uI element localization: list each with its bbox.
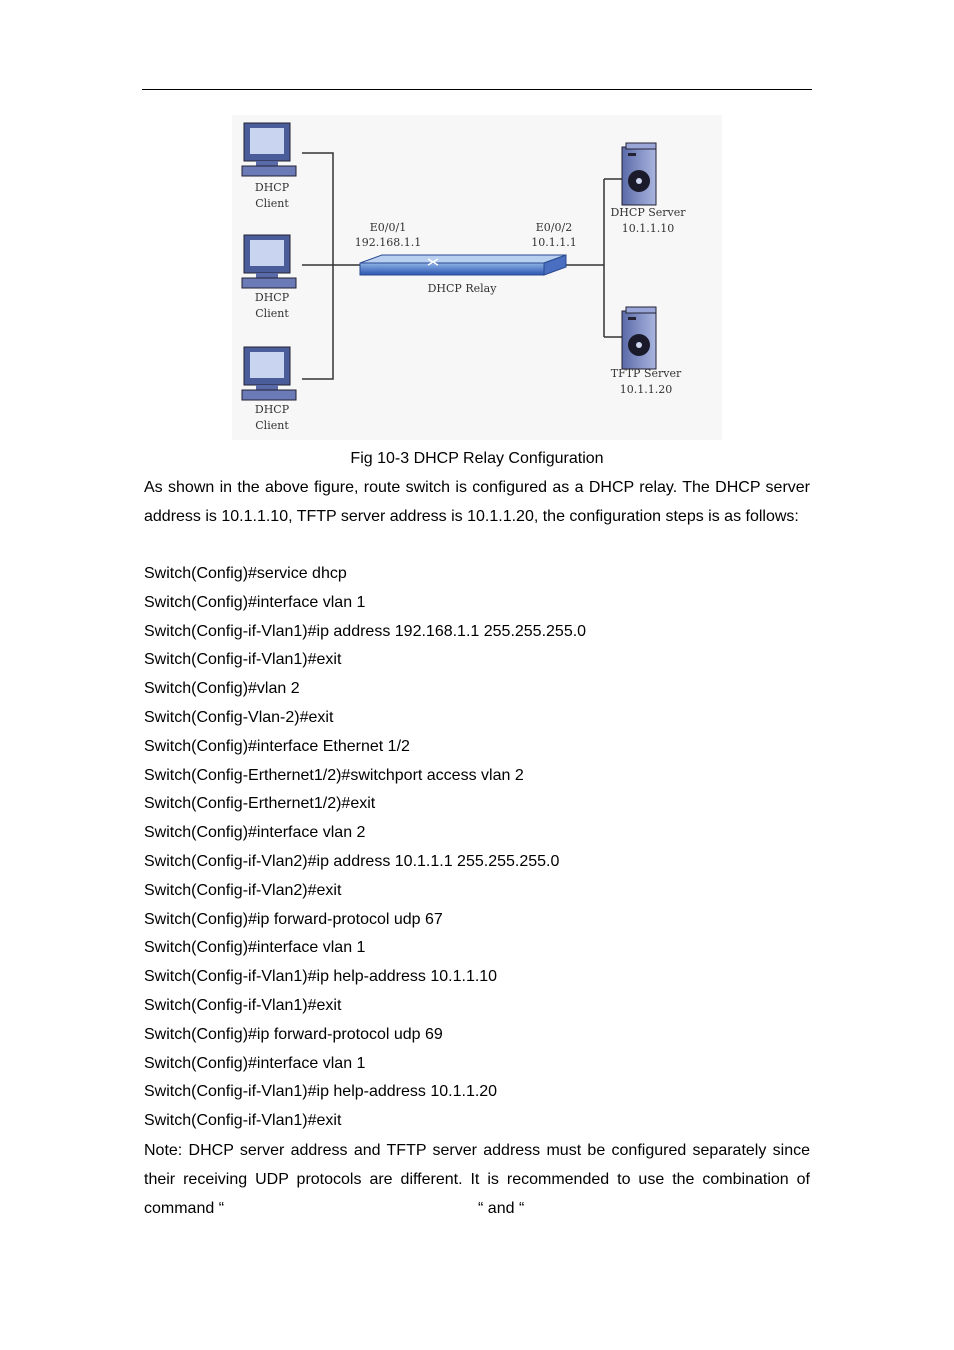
command-line: Switch(Config-if-Vlan2)#exit bbox=[144, 881, 342, 899]
server-icon bbox=[622, 307, 656, 369]
command-line: Switch(Config-if-Vlan1)#ip help-address 10.1.1.20 bbox=[144, 1083, 498, 1101]
client-label: Client bbox=[255, 197, 289, 210]
ip-right-label: 10.1.1.1 bbox=[531, 236, 577, 249]
dhcp-server-label: DHCP Server bbox=[610, 206, 686, 219]
command-line: Switch(Config-Erthernet1/2)#exit bbox=[144, 795, 376, 813]
note-paragraph bbox=[144, 1137, 810, 1223]
command-line: Switch(Config)#service dhcp bbox=[144, 565, 347, 582]
header-rule bbox=[142, 89, 812, 90]
command-line: Switch(Config-if-Vlan1)#ip help-address 10.1.1.10 bbox=[144, 968, 498, 986]
tftp-server-ip: 10.1.1.20 bbox=[619, 383, 673, 396]
command-line: Switch(Config)#interface vlan 1 bbox=[144, 1054, 366, 1072]
figure-caption: Fig 10-3 DHCP Relay Configuration bbox=[350, 450, 604, 467]
tftp-server-label: TFTP Server bbox=[610, 367, 682, 380]
command-line: Switch(Config-if-Vlan1)#ip address 192.168.1.1 255.255.255.0 bbox=[144, 622, 587, 640]
command-line: Switch(Config-Vlan-2)#exit bbox=[144, 708, 334, 726]
command-line: Switch(Config-if-Vlan1)#exit bbox=[144, 651, 342, 669]
client-label: DHCP bbox=[254, 291, 290, 304]
computer-icon bbox=[242, 235, 296, 288]
client-label: DHCP bbox=[254, 181, 290, 194]
port-right-label: E0/0/2 bbox=[535, 221, 573, 234]
command-list bbox=[144, 560, 810, 1136]
switch-label: DHCP Relay bbox=[427, 282, 497, 295]
note-text: Note: DHCP server address and TFTP server address must be configured separately since their receiving UDP protocols are different. It is recommended to use the combination of command “ bbox=[144, 1142, 810, 1217]
note-gap-close: “ and “ bbox=[478, 1199, 525, 1217]
command-line: Switch(Config)#interface vlan 1 bbox=[144, 593, 366, 611]
command-line: Switch(Config)#ip forward-protocol udp 69 bbox=[144, 1025, 443, 1043]
server-icon bbox=[622, 143, 656, 205]
command-line: Switch(Config-if-Vlan1)#exit bbox=[144, 1112, 342, 1130]
command-line: Switch(Config-if-Vlan1)#exit bbox=[144, 996, 342, 1014]
command-line: Switch(Config)#interface Ethernet 1/2 bbox=[144, 737, 410, 755]
client-label: DHCP bbox=[254, 403, 290, 416]
command-line: Switch(Config)#interface vlan 2 bbox=[144, 824, 366, 842]
computer-icon bbox=[242, 123, 296, 176]
switch-icon bbox=[360, 255, 566, 275]
port-left-label: E0/0/1 bbox=[369, 221, 407, 234]
command-line: Switch(Config-Erthernet1/2)#switchport access vlan 2 bbox=[144, 766, 524, 784]
intro-paragraph: As shown in the above figure, route switch is configured as a DHCP relay. The DHCP server address is 10.1.1.10, TFTP server address is 10.1.1.20, the configuration steps is as follows: bbox=[144, 479, 810, 525]
ip-left-label: 192.168.1.1 bbox=[354, 236, 422, 249]
command-line: Switch(Config)#interface vlan 1 bbox=[144, 939, 366, 957]
command-line: Switch(Config-if-Vlan2)#ip address 10.1.1.1 255.255.255.0 bbox=[144, 852, 560, 870]
command-line: Switch(Config)#vlan 2 bbox=[144, 680, 300, 698]
client-label: Client bbox=[255, 307, 289, 320]
client-label: Client bbox=[255, 419, 289, 432]
dhcp-server-ip: 10.1.1.10 bbox=[621, 222, 675, 235]
command-line: Switch(Config)#ip forward-protocol udp 67 bbox=[144, 910, 443, 928]
dhcp-relay-diagram bbox=[232, 115, 722, 440]
computer-icon bbox=[242, 347, 296, 400]
